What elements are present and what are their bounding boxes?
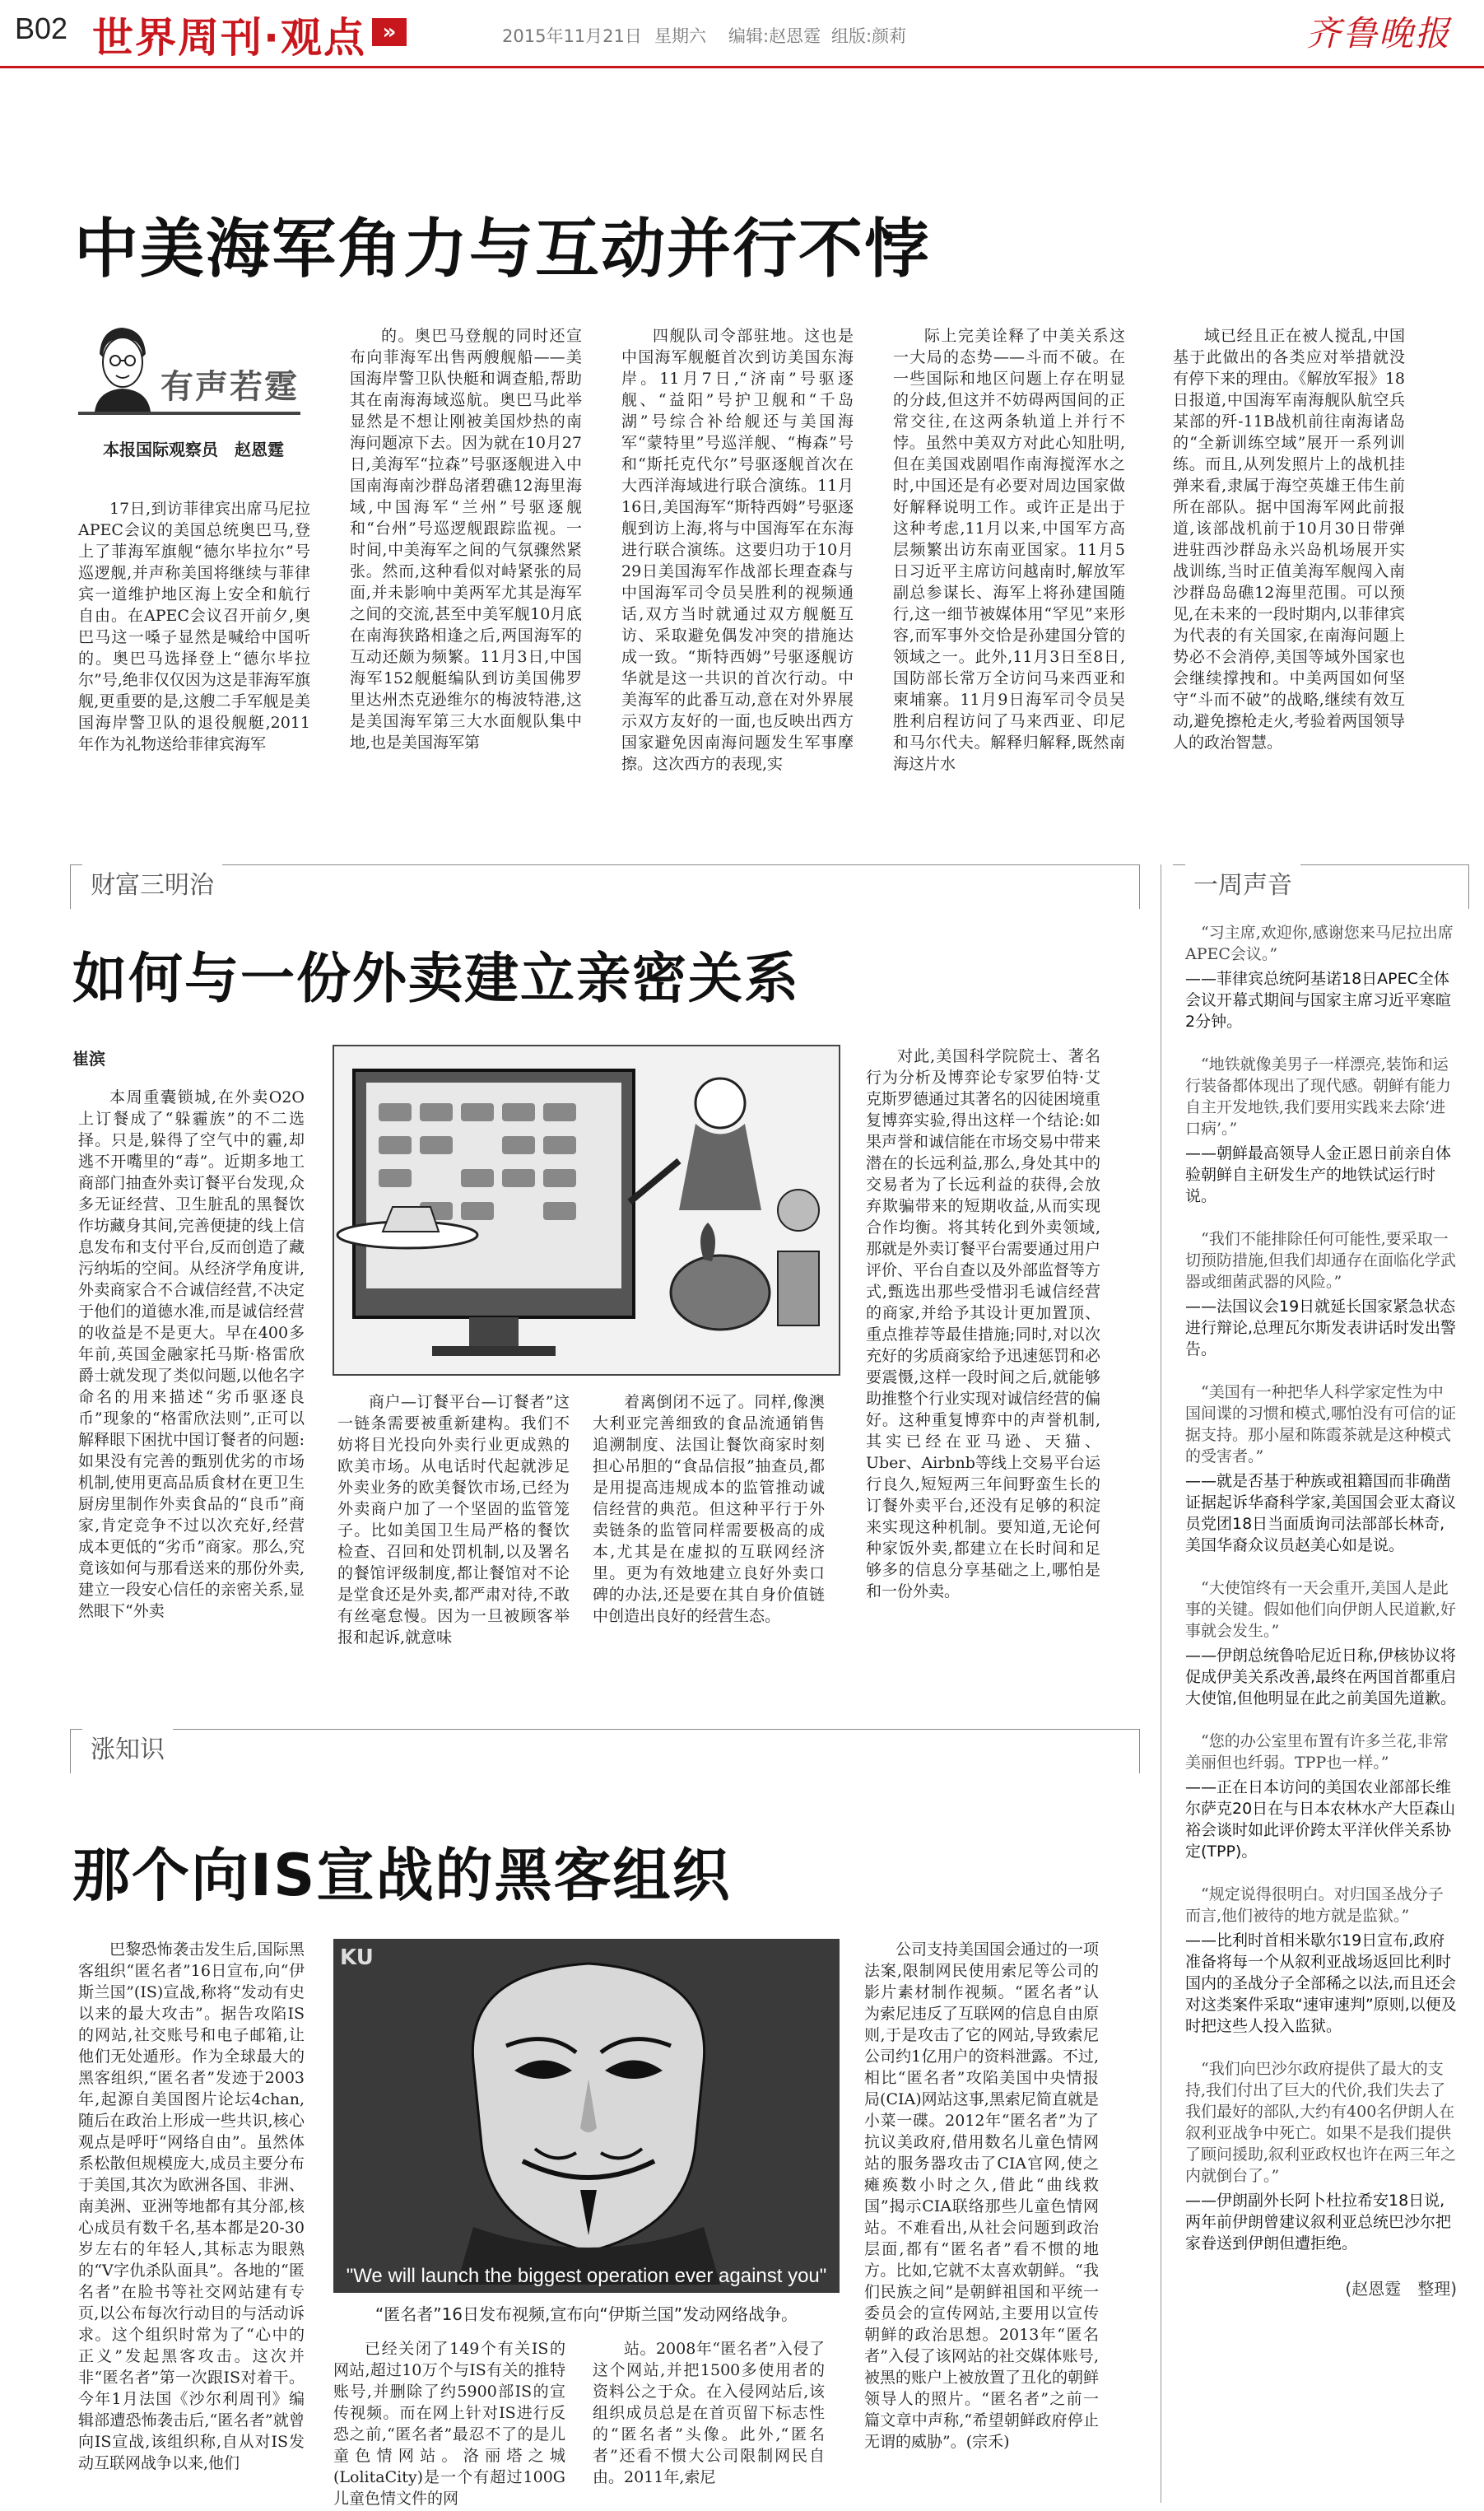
article2-byline: 崔滨 <box>72 1049 105 1069</box>
quote-item <box>1185 1228 1457 1360</box>
article3-column-1: 巴黎恐怖袭击发生后,国际黑客组织“匿名者”16日宣布,向“伊斯兰国”(IS)宣战,称将“发动有史以来的最大攻击”。据告攻陷IS的网站,社交账号和电子邮箱,让他们无处遁形。作为全球最大的黑客组织,“匿名者”发迹于2003年,起源自美国图片论坛4chan,随后在政治上形成一些共识,核心观点是呼吁“网络自由”。虽然体系松散但规模庞大,成员主要分布于美国,其次为欧洲各国、非洲、南美洲、亚洲等地都有其分部,核心成员有数千名,基本都是20-30岁左右的年轻人,其标志为眼熟的“V字仇杀队面具”。各地的“匿名者”在脸书等社交网站建有专页,以公布每次行动目的与活动诉求。这个组织时常为了“心中的正义”发起黑客攻击。这次并非“匿名者”第一次跟IS对着干。今年1月法国《沙尔利周刊》编辑部遭恐怖袭击后,“匿名者”就曾向IS宣战,该组织称,自从对IS发动互联网战争以来,他们 <box>78 1940 305 2472</box>
article1-column-2: 的。奥巴马登舰的同时还宣布向菲海军出售两艘舰船——美国海岸警卫队快艇和调查船,帮助其在南海海域巡航。奥巴马此举显然是不想让刚被美国炒热的南海问题凉下去。因为就在10月27日,美海军“拉森”号驱逐舰进入中国南海南沙群岛渚碧礁12海里海域,中国海军“兰州”号驱逐舰和“台州”号巡逻舰跟踪监视。一时间,中美海军之间的气氛骤然紧张。然而,这种看似对峙紧张的局面,并未影响中美两军尤其是海军之间的交流,甚至中美军舰10月底在南海狭路相逢之后,两国海军的互动还颇为频繁。11月3日,中国海军152舰艇编队到访美国佛罗里达州杰克逊维尔的梅波特港,这是美国海军第三大水面舰队集中地,也是美国海军第 <box>350 327 582 752</box>
quote-item <box>1185 1381 1457 1556</box>
quote-source: ——朝鲜最高领导人金正恩日前亲自体验朝鲜自主研发生产的地铁试运行时说。 <box>1185 1144 1452 1205</box>
quote-source: ——法国议会19日就延长国家紧急状态进行辩论,总理瓦尔斯发表讲话时发出警告。 <box>1185 1297 1457 1358</box>
editor-credit: 编辑:赵恩霆 <box>728 26 821 46</box>
article2-column-2: 商户—订餐平台—订餐者”这一链条需要被重新建构。我们不妨将目光投向外卖行业更成熟的欧美市场。从电话时代起就涉足外卖业务的欧美餐饮市场,已经为外卖商户加了一个坚固的监管笼子。比如美国卫生局严格的餐饮检查、召回和处罚机制,以及署名的餐馆评级制度,都让餐馆对不论是堂食还是外卖,都严肃对待,不敢有丝毫怠慢。因为一旦被顾客举报和起诉,就意味 <box>337 1393 570 1647</box>
article3-column-4: 公司支持美国国会通过的一项法案,限制网民使用索尼等公司的影片素材制作视频。“匿名者”认为索尼违反了互联网的信息自由原则,于是攻击了它的网站,导致索尼公司约1亿用户的资料泄露。不过,相比“匿名者”攻陷美国中央情报局(CIA)网站这事,黑索尼简直就是小菜一碟。2012年“匿名者”为了抗议美政府,借用数名儿童色情网站的服务器攻击了CIA官网,使之瘫痪数小时之久,借此“曲线救国”揭示CIA联络那些儿童色情网站。不难看出,从社会问题到政治层面,都有“匿名者”看不惯的地方。比如,它就不太喜欢朝鲜。“我们民族之间”是朝鲜祖国和平统一委员会的宣传网站,主要用以宣传朝鲜的政治思想。2013年“匿名者”入侵了该网站的社交媒体账号,被黑的账户上被放置了丑化的朝鲜领导人的照片。“匿名者”之前一篇文章中声称,“希望朝鲜政府停止无谓的威胁”。(宗禾) <box>864 1940 1100 2451</box>
page-number: B02 <box>15 12 68 45</box>
article2-column-4: 对此,美国科学院院士、著名行为分析及博弈论专家罗伯特·艾克斯罗德通过其著名的囚徒困境重复博弈实验,得出这样一个结论:如果声誉和诚信能在市场交易中带来潜在的长远利益,那么,身处其中的交易者为了长远利益的获得,会放弃欺骗带来的短期收益,从而实现合作均衡。将其转化到外卖领域,那就是外卖订餐平台需要通过用户评价、平台自查以及外部监督等方式,甄选出那些受惜羽毛诚信经营的商家,并给予其设计更加置顶、重点推荐等最佳措施;同时,对以次充好的劣质商家给予迅速惩罚和必要震慑,这样一段时间之后,就能够助推整个行业实现对诚信经营的偏好。这种重复博弈中的声誉机制,其实已经在亚马逊、天猫、Uber、Airbnb等线上交易平台运行良久,短短两三年间野蛮生长的订餐外卖平台,还没有足够的积淀来实现这种机制。要知道,无论何种家饭外卖,都建立在长时间和足够多的信息分享基础之上,哪怕是和一份外卖。 <box>866 1047 1101 1600</box>
quote-source: ——伊朗副外长阿卜杜拉希安18日说,两年前伊朗曾建议叙利亚总统巴沙尔把家眷送到伊朗但遭拒绝。 <box>1185 2192 1452 2252</box>
column-brand-rule <box>78 412 300 415</box>
quote-text: “大使馆终有一天会重开,美国人是此事的关键。假如他们向伊朗人民道歉,好事就会发生。” <box>1185 1579 1457 1640</box>
quote-text: “我们不能排除任何可能性,要采取一切预防措施,但我们却通存在面临化学武器或细菌武器的风险。” <box>1185 1230 1457 1291</box>
article1-column-5: 域已经且正在被人搅乱,中国基于此做出的各类应对举措就没有停下来的理由。《解放军报》18日报道,中国海军南海舰队航空兵某部的歼-11B战机前往南海诸岛的“全新训练空域”展开一系列训练。而且,从列发照片上的战机挂弹来看,隶属于海空英雄王伟生前所在部队。据中国海军网此前报道,该部战机前于10月30日带弹进驻西沙群岛永兴岛机场展开实战训练,当时正值美海军舰闯入南沙群岛岛礁12海里范围。可以预见,在未来的一段时期内,以菲律宾为代表的有关国家,在南海问题上势必不会消停,美国等域外国家也会继续撑拽和。中美两国如何坚守“斗而不破”的战略,继续有效互动,避免擦枪走火,考验着两国领导人的政治智慧。 <box>1173 327 1405 752</box>
quote-item <box>1185 1054 1457 1207</box>
article3-kicker: 涨知识 <box>82 1729 173 1765</box>
food-delivery-illustration <box>333 1046 840 1375</box>
quote-text: “地铁就像美男子一样漂亮,装饰和运行装备都体现出了现代感。朝鲜有能力自主开发地铁,我们要用实践来去除‘进口病’。” <box>1185 1055 1452 1138</box>
video-subtitle: "We will launch the biggest operation ever against you" <box>346 2265 827 2287</box>
section-title: 世界周刊·观点 <box>92 14 366 62</box>
article1-byline: 本报国际观察员 赵恩霆 <box>103 440 284 459</box>
quote-item <box>1185 1731 1457 1862</box>
quote-text: “您的办公室里布置有许多兰花,非常美丽但也纤弱。TPP也一样。” <box>1185 1732 1449 1772</box>
article2-headline: 如何与一份外卖建立亲密关系 <box>72 947 800 1010</box>
article2-frame <box>70 864 1140 909</box>
quote-item <box>1185 1577 1457 1709</box>
week-voices-sidebar <box>1185 922 1457 2299</box>
video-corner-mark: KU <box>340 1945 374 1970</box>
article2-column-3: 着离倒闭不远了。同样,像澳大利亚完善细致的食品流通销售追溯制度、法国让餐饮商家时刻担心吊胆的“食品信报”抽查员,都是用提高违规成本的监管推动诚信经营的典范。但这种平行于外卖链条的监管同样需要极高的成本,尤其是在虚拟的互联网经济里。更为有效地建立良好外卖口碑的办法,还是要在其自身价值链中创造出良好的经营生态。 <box>593 1393 825 1625</box>
quote-source: ——菲律宾总统阿基诺18日APEC全体会议开幕式期间与国家主席习近平寒暄2分钟。 <box>1185 970 1452 1031</box>
sidebar-signoff: (赵恩霆 整理) <box>1345 2279 1457 2299</box>
issue-weekday: 星期六 <box>654 26 706 46</box>
quote-source: ——就是否基于种族或祖籍国而非确凿证据起诉华裔科学家,美国国会亚太裔议员党团18日当面质询司法部部长林奇,美国华裔众议员赵美心如是说。 <box>1185 1472 1457 1554</box>
quote-source: ——正在日本访问的美国农业部部长维尔萨克20日在与日本农林水产大臣森山裕会谈时如此评价跨太平洋伙伴关系协定(TPP)。 <box>1185 1778 1456 1861</box>
article2-kicker: 财富三明治 <box>82 864 222 901</box>
layout-credit: 组版:颜莉 <box>831 26 907 46</box>
quote-item <box>1185 2058 1457 2254</box>
article1-column-4: 际上完美诠释了中美关系这一大局的态势——斗而不破。在一些国际和地区问题上存在明显的分歧,但这并不妨碍两国间的正常交往,在这两条轨道上并行不悖。虽然中美双方对此心知肚明,但在美国戏剧唱作南海搅浑水之时,中国还是有必要对周边国家做好解释说明工作。或许正是出于这种考虑,11月以来,中国军方高层频繁出访东南亚国家。11月5日习近平主席访问越南时,解放军副总参谋长、海军上将孙建国随行,这一细节被媒体用“罕见”来形容,而军事外交恰是孙建国分管的领域之一。此外,11月3日至8日,国防部长常万全访问马来西亚和柬埔寨。11月9日海军司令员吴胜利启程访问了马来西亚、印尼和马尔代夫。解释归解释,既然南海这片水 <box>893 327 1125 773</box>
issue-date: 2015年11月21日 <box>502 26 642 46</box>
article2-column-1: 本周重囊锁城,在外卖O2O上订餐成了“躲霾族”的不二选择。只是,躲得了空气中的霾,却逃不开嘴里的“毒”。近期多地工商部门抽查外卖订餐平台发现,众多无证经营、卫生脏乱的黑餐饮作坊藏身其间,完善便捷的线上信息发布和支付平台,反而创造了藏污纳垢的空间。从经济学角度讲,外卖商家合不合诚信经营,不决定于他们的道德水准,而是诚信经营的收益是不是更大。早在400多年前,英国金融家托马斯·格雷欣爵士就发现了类似问题,以他名字命名的用来描述“劣币驱逐良币”现象的“格雷欣法则”,正可以解释眼下困扰中国订餐者的问题:如果没有完善的甄别优劣的市场机制,使用更高品质食材在更卫生厨房里制作外卖食品的“良币”商家,肯定竞争不过以次充好,经营成本更低的“劣币”商家。那么,究竟该如何与那看送来的那份外卖,建立一段安心信任的亲密关系,显然眼下“外卖 <box>78 1088 305 1620</box>
article1-column-3: 四舰队司令部驻地。这也是中国海军舰艇首次到访美国东海岸。11月7日,“济南”号驱逐舰、“益阳”号护卫舰和“千岛湖”号综合补给舰还与美国海军“蒙特里”号巡洋舰、“梅森”号和“斯托克代尔”号驱逐舰首次在大西洋海域进行联合演练。11月16日,美国海军“斯特西姆”号驱逐舰到访上海,将与中国海军在东海进行联合演练。这要归功于10月29日美国海军作战部长理查森与中国海军司令员吴胜利的视频通话,双方当时就通过双方舰艇互访、采取避免偶发冲突的措施达成一致。“斯特西姆”号驱逐舰访华就是这一共识的首次行动。中美海军的此番互动,意在对外界展示双方友好的一面,也反映出西方国家避免因南海问题发生军事摩擦。这次西方的表现,实 <box>621 327 854 773</box>
article1-column-1: 17日,到访菲律宾出席马尼拉APEC会议的美国总统奥巴马,登上了菲海军旗舰“德尔毕拉尔”号巡逻舰,并声称美国将继续与菲律宾一道维护地区海上安全和航行自由。在APEC会议召开前夕,奥巴马这一嗓子显然是喊给中国听的。奥巴马选择登上“德尔毕拉尔”号,绝非仅仅因为这是菲海军旗舰,更重要的是,这艘二手军舰是美国海岸警卫队的退役舰艇,2011年作为礼物送给菲律宾海军 <box>78 500 310 753</box>
video-caption: “匿名者”16日发布视频,宣布向“伊斯兰国”发动网络战争。 <box>374 2304 798 2324</box>
quote-text: “我们向巴沙尔政府提供了最大的支持,我们付出了巨大的代价,我们失去了我们最好的部队,大约有400名伊朗人在叙利亚战争中死亡。如果不是我们提供了顾问援助,叙利亚政权也许在两三年之内就倒台了。” <box>1185 2060 1457 2185</box>
quote-item <box>1185 922 1457 1032</box>
quote-text: “习主席,欢迎你,感谢您来马尼拉出席APEC会议。” <box>1185 924 1454 963</box>
anonymous-video-still <box>333 1939 840 2293</box>
quote-text: “美国有一种把华人科学家定性为中国间谍的习惯和模式,哪怕没有可信的证据支持。那小屋和陈霞茶就是这种模式的受害者。” <box>1185 1383 1457 1465</box>
sidebar-kicker: 一周声音 <box>1185 864 1300 901</box>
article3-column-2: 已经关闭了149个有关IS的网站,超过10万个与IS有关的推特账号,并删除了约5900部IS的宣传视频。而在网上针对IS进行反恐之前,“匿名者”最忍不了的是儿童色情网站。洛丽塔之城(LolitaCity)是一个有超过100G儿童色情文件的网 <box>333 2340 565 2508</box>
article3-frame <box>70 1729 1140 1773</box>
author-portrait-icon <box>85 321 159 412</box>
guy-fawkes-mask-icon <box>457 1955 720 2285</box>
chevron-icon: » <box>372 18 407 46</box>
quote-source: ——伊朗总统鲁哈尼近日称,伊核协议将促成伊美关系改善,最终在两国首都重启大使馆,但他明显在此之前美国先道歉。 <box>1185 1647 1457 1707</box>
article1-headline: 中美海军角力与互动并行不悖 <box>74 212 931 287</box>
quote-text: “规定说得很明白。对归国圣战分子而言,他们被待的地方就是监狱。” <box>1185 1885 1444 1925</box>
page-header <box>0 0 1484 66</box>
quote-source: ——比利时首相米歇尔19日宣布,政府准备将每一个从叙利亚战场返回比利时国内的圣战分子全部稀之以法,而且还会对这类案件采取“速审速判”原则,以便及时把这些人投入监狱。 <box>1185 1931 1457 2035</box>
article3-headline: 那个向IS宣战的黑客组织 <box>72 1842 732 1909</box>
quote-item <box>1185 1884 1457 2037</box>
column-brand: 有声若霆 <box>160 368 299 406</box>
newspaper-logo: 齐鲁晚报 <box>1305 13 1451 54</box>
header-rule <box>0 66 1484 68</box>
article3-column-3: 站。2008年“匿名者”入侵了这个网站,并把1500多使用者的资料公之于众。在入侵网站后,该组织成员总是在首页留下标志性的“匿名者”头像。此外,“匿名者”还看不惯大公司限制网民自由。2011年,索尼 <box>593 2340 825 2486</box>
column-author-card <box>78 321 309 469</box>
